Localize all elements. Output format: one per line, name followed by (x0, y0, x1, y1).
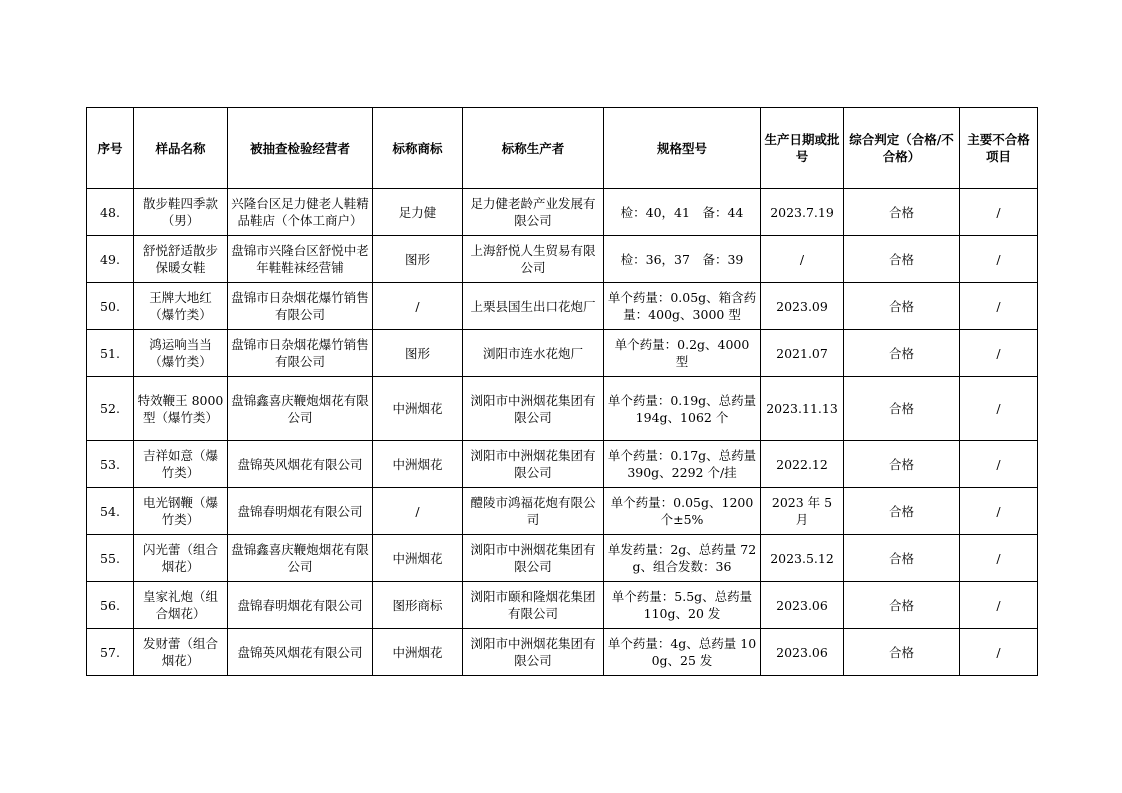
cell-result: 合格 (844, 582, 960, 629)
cell-failed-items: / (960, 535, 1038, 582)
cell-spec: 单个药量：0.05g、1200 个±5% (604, 488, 761, 535)
cell-seq: 49. (87, 236, 134, 283)
cell-date: 2023.7.19 (761, 189, 844, 236)
cell-result: 合格 (844, 283, 960, 330)
cell-sample-name: 王牌大地红（爆竹类） (134, 283, 228, 330)
cell-manufacturer: 浏阳市颐和隆烟花集团有限公司 (463, 582, 604, 629)
cell-spec: 单个药量：4g、总药量 100g、25 发 (604, 629, 761, 676)
cell-brand: 中洲烟花 (373, 377, 463, 441)
cell-brand: 中洲烟花 (373, 441, 463, 488)
cell-failed-items: / (960, 189, 1038, 236)
cell-spec: 单个药量：0.2g、4000 型 (604, 330, 761, 377)
cell-failed-items: / (960, 236, 1038, 283)
cell-manufacturer: 浏阳市中洲烟花集团有限公司 (463, 441, 604, 488)
header-date: 生产日期或批号 (761, 108, 844, 189)
cell-dealer: 盘锦市兴隆台区舒悦中老年鞋鞋袜经营铺 (228, 236, 373, 283)
cell-failed-items: / (960, 582, 1038, 629)
cell-brand: / (373, 488, 463, 535)
cell-manufacturer: 浏阳市中洲烟花集团有限公司 (463, 535, 604, 582)
table-row (87, 441, 1038, 488)
inspection-results-table (86, 107, 1038, 676)
cell-brand: 足力健 (373, 189, 463, 236)
header-manufacturer: 标称生产者 (463, 108, 604, 189)
cell-sample-name: 散步鞋四季款（男） (134, 189, 228, 236)
cell-date: 2021.07 (761, 330, 844, 377)
cell-brand: 图形商标 (373, 582, 463, 629)
cell-failed-items: / (960, 377, 1038, 441)
header-failed-items: 主要不合格项目 (960, 108, 1038, 189)
header-result: 综合判定（合格/不合格） (844, 108, 960, 189)
cell-sample-name: 鸿运响当当（爆竹类） (134, 330, 228, 377)
table-row (87, 377, 1038, 441)
cell-spec: 单个药量：5.5g、总药量 110g、20 发 (604, 582, 761, 629)
cell-seq: 57. (87, 629, 134, 676)
cell-manufacturer: 上海舒悦人生贸易有限公司 (463, 236, 604, 283)
cell-sample-name: 吉祥如意（爆竹类） (134, 441, 228, 488)
table-row (87, 488, 1038, 535)
cell-seq: 56. (87, 582, 134, 629)
cell-manufacturer: 浏阳市中洲烟花集团有限公司 (463, 629, 604, 676)
cell-sample-name: 皇家礼炮（组合烟花） (134, 582, 228, 629)
header-seq: 序号 (87, 108, 134, 189)
cell-sample-name: 舒悦舒适散步保暖女鞋 (134, 236, 228, 283)
cell-brand: / (373, 283, 463, 330)
table-header (87, 108, 1038, 189)
table-row (87, 189, 1038, 236)
cell-seq: 48. (87, 189, 134, 236)
cell-dealer: 盘锦春明烟花有限公司 (228, 582, 373, 629)
cell-dealer: 盘锦春明烟花有限公司 (228, 488, 373, 535)
table-row (87, 535, 1038, 582)
cell-dealer: 盘锦英风烟花有限公司 (228, 441, 373, 488)
cell-manufacturer: 足力健老龄产业发展有限公司 (463, 189, 604, 236)
cell-spec: 检：36，37 备：39 (604, 236, 761, 283)
header-brand: 标称商标 (373, 108, 463, 189)
cell-result: 合格 (844, 330, 960, 377)
cell-result: 合格 (844, 189, 960, 236)
cell-date: 2023.5.12 (761, 535, 844, 582)
cell-date: / (761, 236, 844, 283)
cell-date: 2023.06 (761, 629, 844, 676)
cell-spec: 单个药量：0.05g、箱含药量：400g、3000 型 (604, 283, 761, 330)
cell-failed-items: / (960, 330, 1038, 377)
cell-brand: 中洲烟花 (373, 629, 463, 676)
cell-brand: 中洲烟花 (373, 535, 463, 582)
cell-failed-items: / (960, 629, 1038, 676)
cell-result: 合格 (844, 377, 960, 441)
cell-sample-name: 闪光蕾（组合烟花） (134, 535, 228, 582)
cell-dealer: 兴隆台区足力健老人鞋精品鞋店（个体工商户） (228, 189, 373, 236)
cell-spec: 单发药量：2g、总药量 72g、组合发数：36 (604, 535, 761, 582)
cell-sample-name: 发财蕾（组合烟花） (134, 629, 228, 676)
cell-failed-items: / (960, 283, 1038, 330)
cell-manufacturer: 醴陵市鸿福花炮有限公司 (463, 488, 604, 535)
cell-dealer: 盘锦鑫喜庆鞭炮烟花有限公司 (228, 377, 373, 441)
header-sample-name: 样品名称 (134, 108, 228, 189)
cell-result: 合格 (844, 535, 960, 582)
cell-seq: 51. (87, 330, 134, 377)
cell-result: 合格 (844, 488, 960, 535)
cell-manufacturer: 上栗县国生出口花炮厂 (463, 283, 604, 330)
cell-seq: 53. (87, 441, 134, 488)
header-row (87, 108, 1038, 189)
cell-seq: 55. (87, 535, 134, 582)
cell-brand: 图形 (373, 330, 463, 377)
header-dealer: 被抽查检验经营者 (228, 108, 373, 189)
cell-date: 2023.09 (761, 283, 844, 330)
table-row (87, 330, 1038, 377)
table-row (87, 582, 1038, 629)
cell-sample-name: 电光钢鞭（爆竹类） (134, 488, 228, 535)
cell-result: 合格 (844, 629, 960, 676)
cell-date: 2022.12 (761, 441, 844, 488)
table-row (87, 283, 1038, 330)
cell-spec: 检：40，41 备：44 (604, 189, 761, 236)
cell-failed-items: / (960, 488, 1038, 535)
table-row (87, 236, 1038, 283)
cell-dealer: 盘锦英风烟花有限公司 (228, 629, 373, 676)
cell-sample-name: 特效鞭王 8000 型（爆竹类） (134, 377, 228, 441)
cell-brand: 图形 (373, 236, 463, 283)
cell-dealer: 盘锦市日杂烟花爆竹销售有限公司 (228, 330, 373, 377)
cell-spec: 单个药量：0.17g、总药量 390g、2292 个/挂 (604, 441, 761, 488)
cell-date: 2023.11.13 (761, 377, 844, 441)
cell-result: 合格 (844, 236, 960, 283)
header-spec: 规格型号 (604, 108, 761, 189)
cell-failed-items: / (960, 441, 1038, 488)
cell-dealer: 盘锦鑫喜庆鞭炮烟花有限公司 (228, 535, 373, 582)
cell-spec: 单个药量：0.19g、总药量 194g、1062 个 (604, 377, 761, 441)
table-row (87, 629, 1038, 676)
cell-seq: 50. (87, 283, 134, 330)
cell-result: 合格 (844, 441, 960, 488)
cell-date: 2023.06 (761, 582, 844, 629)
cell-date: 2023 年 5 月 (761, 488, 844, 535)
cell-dealer: 盘锦市日杂烟花爆竹销售有限公司 (228, 283, 373, 330)
cell-manufacturer: 浏阳市中洲烟花集团有限公司 (463, 377, 604, 441)
cell-seq: 52. (87, 377, 134, 441)
cell-seq: 54. (87, 488, 134, 535)
table-body (87, 189, 1038, 676)
cell-manufacturer: 浏阳市连水花炮厂 (463, 330, 604, 377)
